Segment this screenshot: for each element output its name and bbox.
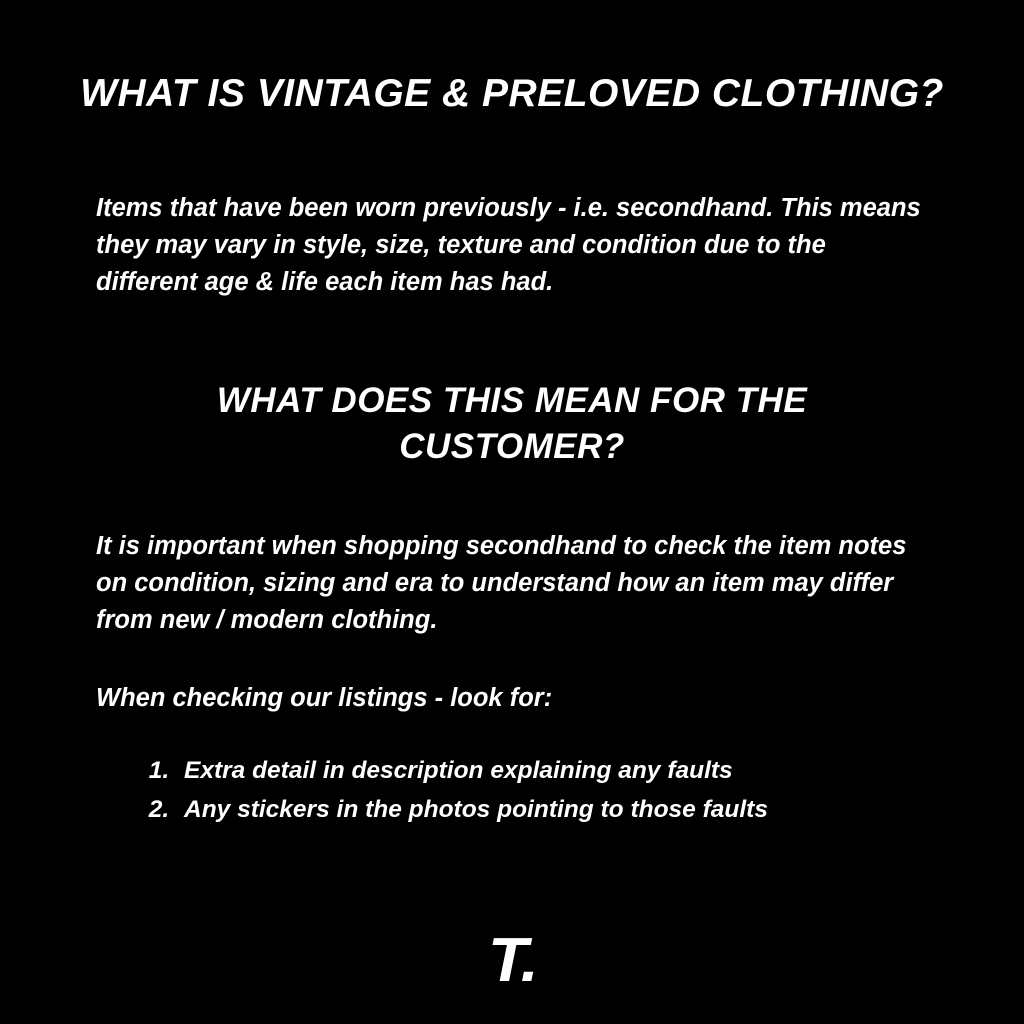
paragraph-customer-guidance: It is important when shopping secondhand to check the item notes on condition, sizing and era to understand how an item may differ from new / modern clothing. bbox=[96, 532, 907, 634]
paragraph-vintage-definition: Items that have been worn previously - i.e. secondhand. This means they may vary in style, size, texture and condition due to the different age & life each item has had. bbox=[96, 194, 921, 296]
brand-logo bbox=[0, 926, 1024, 995]
brand-logo-mark: T. bbox=[487, 926, 537, 995]
list-item: 1. Extra detail in description explaining any faults bbox=[176, 752, 1012, 791]
checklist bbox=[120, 752, 1012, 829]
heading-what-does-this-mean: WHAT DOES THIS MEAN FOR THE CUSTOMER? bbox=[216, 381, 808, 466]
paragraph-look-for-intro: When checking our listings - look for: bbox=[96, 684, 553, 712]
list-item: 2. Any stickers in the photos pointing to those faults bbox=[176, 791, 1012, 830]
heading-what-is-vintage: WHAT IS VINTAGE & PRELOVED CLOTHING? bbox=[80, 72, 944, 115]
